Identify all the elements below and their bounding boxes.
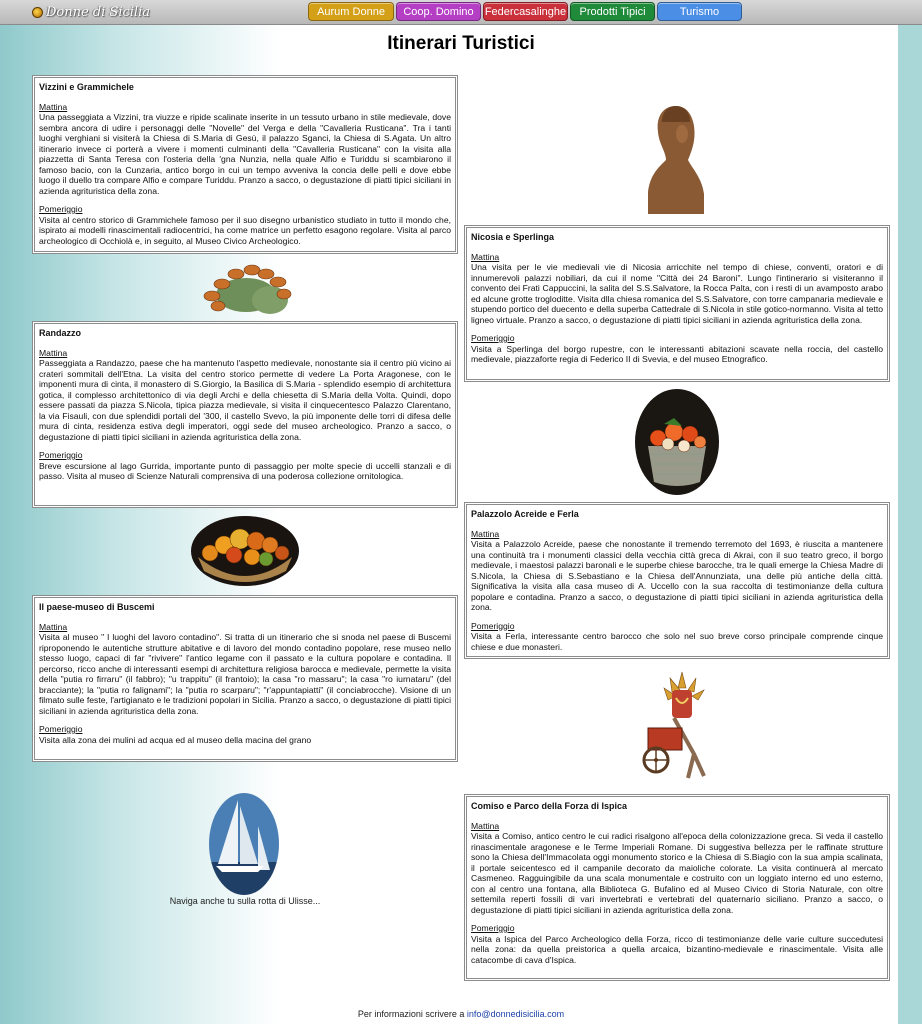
itinerary-title: Palazzolo Acreide e Ferla xyxy=(471,509,579,519)
itinerary-title: Il paese-museo di Buscemi xyxy=(39,602,155,612)
sicilian-cart-image xyxy=(642,668,714,788)
afternoon-text: Visita a Sperlinga del borgo rupestre, con le interessanti abitazioni scavate nella roccia, del castello medievale, piazzaforte regia di Federico II di Svevia, e del museo Etnografico. xyxy=(471,343,883,364)
nav-button-federcasalinghe[interactable]: Federcasalinghe xyxy=(483,2,568,21)
itinerary-card-palazzolo xyxy=(464,502,890,659)
nav-button-aurum-donne[interactable]: Aurum Donne xyxy=(308,2,394,21)
email-link[interactable]: info@donnedisicilia.com xyxy=(466,1009,565,1019)
itinerary-title: Vizzini e Grammichele xyxy=(39,82,134,92)
afternoon-text: Breve escursione al lago Gurrida, importante punto di passaggio per molte specie di uccelli stanzali e di passo. Visita al museo di Scienze Naturali comprensiva di una poderosa collezione ornitologica. xyxy=(39,460,451,481)
morning-label: Mattina xyxy=(39,621,68,632)
site-logo[interactable] xyxy=(32,2,150,22)
afternoon-text: Visita alla zona dei mulini ad acqua ed al museo della macina del grano xyxy=(39,734,312,745)
afternoon-label: Pomeriggio xyxy=(39,450,83,460)
afternoon-label: Pomeriggio xyxy=(39,204,83,214)
morning-text: Passeggiata a Randazzo, paese che ha mantenuto l'aspetto medievale, nonostante sia il centro più vicino ai crateri sommitali dell'Etna. La visita del centro storico permette di vedere La Porta Aragonese, con le imponenti mura di cinta, il monastero di S.Giorgio, la Basilica di S.Maria - splendido esempio di architettura gotica, il complesso architettonico di via degli Archi e della chiesetta di S.Maria della Volta. Quindi, dopo essere passati da piazza S.Nicola, tipica piazza medievale, si visita il cinquecentesco Palazzo Clarentano, la via Fisauli, con due splendidi portali del '300, il castello Svevo, la più imponente delle torri di difesa delle mura di cinta, residenza estiva degli imperatori, oggi sede del museo archeologico. Pranzo a sacco, o degustazione di piatti tipici siciliani in azienda agrituristica della zona. xyxy=(39,358,451,442)
orange-basket-image xyxy=(634,388,720,496)
page-title: Itinerari Turistici xyxy=(387,33,535,54)
footer-text: Per informazioni scrivere a xyxy=(357,1009,467,1019)
sailboat-image xyxy=(208,792,280,896)
morning-text: Visita a Palazzolo Acreide, paese che nonostante il tremendo terremoto del 1693, è riuscita a mantenere una continuità tra i monumenti classici della vecchia città greca di Akrai, con il suo teatro greco, il borgo medievale, i maestosi palazzi baronali e le superbe chiese barocche, tra le quali emerge la Chiesa Madre di S.Nicola, la Chiesa di S.Sebastiano e la Chiesa dell'Annunziata, una delle più antiche della città. Significativa la visita alla casa museo di A. Uccello con la sua raccolta di testimonianze della cultura popolare e contadina. Pranzo a sacco, o degustazione di piatti tipici siciliani in azienda agrituristica della zona. xyxy=(471,539,883,612)
prickly-pear-image xyxy=(198,260,294,316)
itinerary-title: Randazzo xyxy=(39,328,82,338)
afternoon-label: Pomeriggio xyxy=(471,620,515,631)
morning-label: Mattina xyxy=(39,101,68,112)
morning-text: Visita al museo " I luoghi del lavoro contadino". Si tratta di un itinerario che si snoda nel paese di Buscemi riproponendo le autentiche strutture abitative e di lavoro del mondo contadino popolare, rese museo nello stesso luogo, capaci di far "rivivere" l'antico legame con il passato e la cultura popolare e contadina. Il percorso, ricco anche di interessanti esempi di architettura religiosa barocca e medievale, permette la visita della "putia ro firraru" (il fabbro); "u trappitu" (il frantoio); la casa "ro massaru"; la casa "ro iurnataru" (del bracciante); la "putia ro falignami"; la "putia ro scarparu"; "r'appuntapiatti" (il conciabrocche). Visione di un filmato sulle feste, l'artigianato e le tradizioni popolari in Sicilia. Pranzo a sacco, o degustazione di piatti tipici siciliani in azienda agrituristica della zona. xyxy=(39,632,451,716)
morning-label: Mattina xyxy=(471,528,500,539)
morning-text: Una passeggiata a Vizzini, tra viuzze e ripide scalinate inserite in un tessuto urbano in stile medievale, dove sembra ancora di udire i personaggi delle "Novelle" del Verga e della "Cavalleria Rusticana". Tra i tanti luoghi verghiani si visiterà la Chiesa di S.Maria di Gesù, il palazzo Sganci, la Chiesa di S.Agata. Un altro itinerario invece ci porterà a vivere i momenti culminanti della "Cavalleria Rusticana" con la visita alla piazzetta di Santa Teresa con l'osteria della 'gna Nunzia, nella quale Alfio e Turiddu si scambiarono il famoso bacio, con la Cunzaria, antico borgo in cui un tempo avveniva la concia delle pelli e dove ebbe luogo il duello tra compare Alfio e compare Turiddu. Pranzo a sacco, o degustazione di piatti tipici siciliani in azienda agrituristica della zona. xyxy=(39,112,451,196)
itinerary-card-randazzo xyxy=(32,321,458,508)
itinerary-title: Comiso e Parco della Forza di Ispica xyxy=(471,801,628,811)
nav-button-prodotti-tipici[interactable]: Prodotti Tipici xyxy=(570,2,655,21)
itinerary-card-comiso xyxy=(464,794,890,981)
afternoon-label: Pomeriggio xyxy=(39,724,83,734)
morning-text: Una visita per le vie medievali vie di Nicosia arricchite nel tempo di chiese, conventi, oratori e di innumerevoli palazzi nobiliari, da cui il nome "Città dei 24 Baroni". Lungo l'intinerario si visiteranno il convento dei Frati Cappuccini, la salita del S.S.Salvatore, la Rocca Palta, con i resti di un avamposto arabo ed alcune grotte trogloditte. Visita dlla chiesa romanica del S.S.Salvatore, con torre campanaria medievale e stupendo portico del duecento e della superba Cattedrale di S.Nicola in stile gotico-normanno. Visita al tetto ligneo virtuale. Pranzo a sacco, o degustazione di piatti tipici siciliani in azienda agrituristica della zona. xyxy=(471,262,883,325)
morning-label: Mattina xyxy=(471,820,500,831)
itinerary-card-buscemi xyxy=(32,595,458,762)
sun-icon xyxy=(32,7,43,18)
bust-sculpture-image xyxy=(640,100,712,216)
footer xyxy=(0,1009,922,1019)
nav-button-turismo[interactable]: Turismo xyxy=(657,2,742,21)
top-navigation-bar xyxy=(0,0,922,25)
morning-label: Mattina xyxy=(471,251,500,262)
afternoon-text: Visita a Ferla, interessante centro barocco che solo nel suo breve corso principale comprende cinque chiese e due monasteri. xyxy=(471,631,883,652)
morning-text: Visita a Comiso, antico centro le cui radici risalgono all'epoca della colonizzazione greca. Si veda il castello rinascimentale aragonese e le Terme Imperiali Romane. Di suggestiva bellezza per le raffinate strutture sono la Chiesa dell'Immacolata oggi monumento storico e la Chiesa di S.Biagio con la sua ampia scalinata, il portale seicentesco ed il campanile decorato da maioliche colorate. La visita continuerà al mercato Casmeneo. Ragguingibile da una scala monumentale e costruito con un loggiato interno ed uno esterno, con al centro una fontana, alla Biblioteca G. Bufalino ed al Museo Civico di Storia Naturale, con oltre settemila reperti fossili di vari invertebrati e vertebrati del quaternario siciliano. Pranzo a sacco, o degustazione di piatti tipici siciliani in azienda agrituristica della zona. xyxy=(471,831,883,915)
afternoon-label: Pomeriggio xyxy=(471,333,515,343)
nav-button-coop-domino[interactable]: Coop. Domino xyxy=(396,2,481,21)
morning-label: Mattina xyxy=(39,347,68,358)
afternoon-label: Pomeriggio xyxy=(471,923,515,933)
itinerary-card-nicosia xyxy=(464,225,890,382)
itinerary-card-vizzini xyxy=(32,75,458,254)
sailboat-caption: Naviga anche tu sulla rotta di Ulisse... xyxy=(169,896,321,906)
logo-text: Donne di Sicilia xyxy=(46,4,150,20)
afternoon-text: Visita al centro storico di Grammichele famoso per il suo disegno urbanistico studiato in tutto il mondo che, ispirato ai modelli rinascimentali radiocentrici, ha come matrice un perfetto esagono regolare. Visita al parco archeologico di Occhiolà e, in seguito, al Museo Civico Archeologico. xyxy=(39,214,451,246)
fruit-basket-image xyxy=(190,515,300,587)
itinerary-title: Nicosia e Sperlinga xyxy=(471,232,555,242)
afternoon-text: Visita a Ispica del Parco Archeologico della Forza, ricco di testimonianze delle varie culture succedutesi nella zona: da quella preistorica a quella arcaica, bizantino-medievale e rinascimentale. Visita alle catacombe di cava d'Ispica. xyxy=(471,933,883,965)
